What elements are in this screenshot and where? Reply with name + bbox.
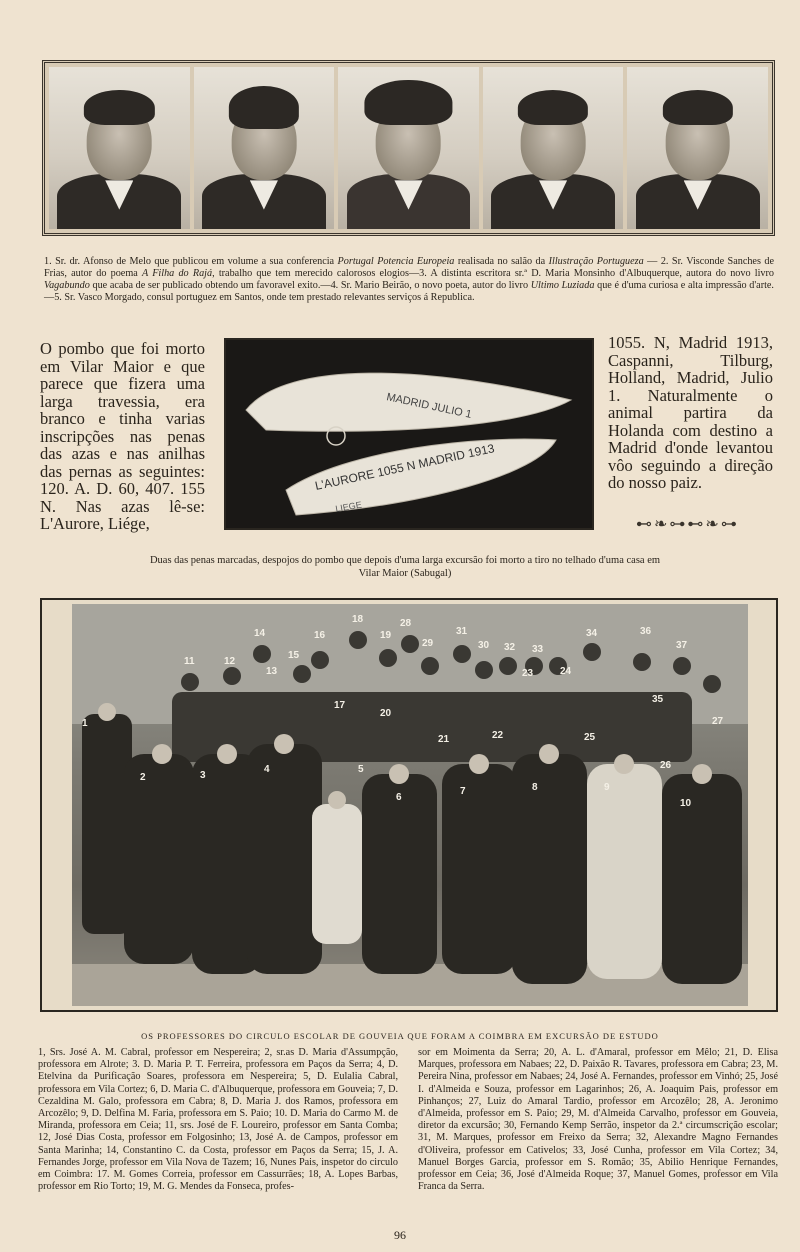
portrait-strip xyxy=(42,60,775,236)
person-number: 4 xyxy=(264,764,270,775)
person-number: 36 xyxy=(640,626,652,637)
group-legend xyxy=(38,1047,778,1193)
group-legend-col-1: 1, Srs. José A. M. Cabral, professor em Nespereira; 2, sr.as D. Maria d'Assumpção, professora em Alrote; 3. D. Maria P. T. Ferreira, professora em Paços da Serra; 4, D. Etelvina da Purificação Soares, professora em Nespereira; 5, D. Eulalia Cabral, professora em Vila Cortez; 6, D. Maria C. d'Albuquerque, professora em Gouveia; 7, D. Cezaldina M. Galo, professora em Cabra; 8, D. Maria J. dos Ramos, professora em Arcozêlo; 9, D. Delfina M. Faria, professora em S. Paio; 10. D. Maria do Carmo M. de Miranda, professora em Ceia; 11, srs. José de F. Loureiro, professor em Santa Comba; 12, José Dias Costa, professor em Folgosinho; 13, José A. de Campos, professor em Santa Marinha; 14, Constantino C. da Costa, professor em Paços da Serra; 15, J. A. Fernandes Jorge, professor em Vila Nova de Tazem; 16, Nunes Pais, inspetor do circulo em Coimbra: 17. M. Gomes Correia, professor em Cassurrães; 18, A. Lopes Barbas, professor em Rio Torto; 19, M. G. Mendes da Fonseca, profes- xyxy=(38,1047,398,1193)
feather-inscription-3: LIEGE xyxy=(334,499,363,514)
person-number: 2 xyxy=(140,772,146,783)
group-photo-title: OS PROFESSORES DO CIRCULO ESCOLAR DE GOUVEIA QUE FORAM A COIMBRA EM EXCURSÃO DE ESTUDO xyxy=(141,1031,659,1041)
person-number: 30 xyxy=(478,640,490,651)
feathers-illustration xyxy=(226,340,592,528)
pigeon-text-left: O pombo que foi morto em Vilar Maior e que parece que fizera uma larga travessia, era branco e tinha varias inscripções nas penas das azas e nas anilhas das pernas as seguintes: 120. A. D. 60, 407. 155 N. Nas azas lê-se: L'Aurore, Liége, xyxy=(40,339,205,533)
feathers-caption: Duas das penas marcadas, despojos do pombo que depois d'uma larga excursão foi morto a tiro no telhado d'uma casa em Vilar Maior (Sabugal) xyxy=(149,555,661,579)
person-number: 17 xyxy=(334,700,346,711)
person-number: 34 xyxy=(586,628,598,639)
person-number: 14 xyxy=(254,628,266,639)
portrait-afonso-de-melo xyxy=(49,67,190,229)
person-number: 9 xyxy=(604,782,610,793)
person-number: 33 xyxy=(532,644,544,655)
page-number: 96 xyxy=(394,1228,406,1242)
person-number: 1 xyxy=(82,718,88,729)
pigeon-text-right: 1055. N, Madrid 1913, Caspanni, Tilburg, Holland, Madrid, Julio 1. Naturalmente o animal partira da Holanda com destino a Madrid d'onde levantou vôo seguindo a direção do nosso paiz. xyxy=(608,333,773,492)
group-figures xyxy=(72,604,748,1006)
person-number: 11 xyxy=(184,656,195,667)
person-number: 5 xyxy=(358,764,364,775)
portraits-caption: 1. Sr. dr. Afonso de Melo que publicou em volume a sua conferencia Portugal Potencia Europeia realisada no salão da Illustração Portugueza — 2. Sr. Visconde Sanches de Frias, autor do poema A Filha do Rajá, trabalho que tem merecido calorosos elogios—3. A distinta escritora sr.ª D. Maria Monsinho d'Albuquerque, autora do novo livro Vagabundo que acaba de ser publicado obtendo um favoravel exito.—4. Sr. Mario Beirão, o novo poeta, autor do livro Ultimo Luziada que é d'uma curiosa e alta impressão d'arte.—5. Sr. Vasco Morgado, consul portuguez em Santos, onde tem prestado relevantes serviços á Republica. xyxy=(44,256,774,303)
person-number: 13 xyxy=(266,666,278,677)
person-number: 22 xyxy=(492,730,504,741)
person-number: 12 xyxy=(224,656,236,667)
feather-inscription-1: MADRID JULIO 1 xyxy=(385,391,473,421)
group-photo xyxy=(72,604,748,1006)
feather-inscription-2: L'AURORE 1055 N MADRID 1913 xyxy=(313,441,496,493)
person-number: 3 xyxy=(200,770,206,781)
feathers-photo xyxy=(224,338,594,530)
person-number: 28 xyxy=(400,618,412,629)
person-number: 10 xyxy=(680,798,692,809)
person-number: 29 xyxy=(422,638,434,649)
person-number: 27 xyxy=(712,716,724,727)
ornament: ⊷❧⊶⊷❧⊶ xyxy=(636,516,739,533)
person-number: 15 xyxy=(288,650,300,661)
person-number: 32 xyxy=(504,642,516,653)
portrait-vasco-morgado xyxy=(627,67,768,229)
person-number: 7 xyxy=(460,786,466,797)
person-number: 23 xyxy=(522,668,534,679)
person-number: 21 xyxy=(438,734,450,745)
portrait-mario-beirao xyxy=(483,67,624,229)
person-number: 18 xyxy=(352,614,364,625)
person-number: 24 xyxy=(560,666,572,677)
portrait-visconde-sanches-de-frias xyxy=(194,67,335,229)
person-number: 31 xyxy=(456,626,468,637)
person-number: 16 xyxy=(314,630,326,641)
person-number: 20 xyxy=(380,708,392,719)
person-number: 8 xyxy=(532,782,538,793)
person-number: 37 xyxy=(676,640,688,651)
person-number: 25 xyxy=(584,732,596,743)
person-number: 26 xyxy=(660,760,672,771)
person-number: 19 xyxy=(380,630,392,641)
person-number: 35 xyxy=(652,694,664,705)
group-legend-col-2: sor em Moimenta da Serra; 20, A. L. d'Amaral, professor em Mêlo; 21, D. Elisa Marques, professora em Nabaes; 22, D. Paixão R. Tavares, professora em Cabra; 23, M. Pereira Nina, professor em Nabaes; 24, José A. Fernandes, professor em Vinhó; 25, José I. d'Almeida e Souza, professor em Lagarinhos; 26, A. Joaquim Pais, professor em Pinhanços; 27, Luiz do Amaral Tardio, professor em Arcozêlo; 28, A. Jeronimo d'Almeida, professor em S. Paio; 29, M. d'Almeida Carvalho, professor em Gouveia, diretor da excursão; 30, Fernando Kemp Serrão, inspetor da 2.ª circumscrição escolar; 31, M. Marques, professor em Freixo da Serra; 32, Alexandre Magno Fernandes d'Oliveira, professor em Cativelos; 33, José Cunha, professor em Vila Cortez; 34, Manuel Borges Garcia, professor em S. Romão; 35, Abilio Henrique Fernandes, professor em Ceia; 36, José d'Almeida Roque; 37, Manuel Gomes, professor em Vila Franca da Serra. xyxy=(418,1047,778,1193)
portrait-maria-monsinho xyxy=(338,67,479,229)
person-number: 6 xyxy=(396,792,402,803)
